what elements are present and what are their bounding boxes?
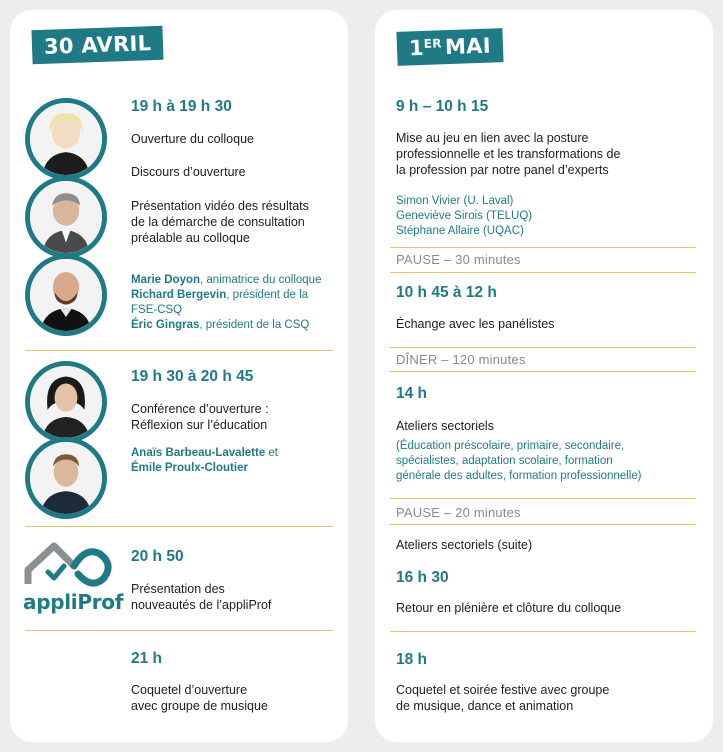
speaker-line bbox=[131, 461, 278, 476]
session-workshops: Ateliers sectoriels bbox=[396, 419, 494, 433]
speaker-role: FSE-CSQ bbox=[131, 304, 183, 316]
day-banner-number: 1 bbox=[408, 35, 425, 61]
session-workshops-continued: Ateliers sectoriels (suite) bbox=[396, 538, 533, 552]
text-line: la profession par notre panel d’experts bbox=[396, 163, 609, 177]
speaker-name: Marie Doyon bbox=[131, 274, 201, 286]
panelist-name: Geneviève Sirois (TELUQ) bbox=[396, 210, 533, 222]
text-line: Coquetel et soirée festive avec groupe bbox=[396, 683, 610, 697]
session-time: 21 h bbox=[131, 650, 163, 667]
session-time: 9 h – 10 h 15 bbox=[396, 98, 489, 115]
session-evening bbox=[396, 682, 609, 714]
day-banner bbox=[31, 26, 164, 65]
pause-label: PAUSE – 20 minutes bbox=[396, 505, 521, 520]
divider bbox=[390, 498, 696, 499]
session-time: 19 h à 19 h 30 bbox=[131, 98, 232, 115]
speaker-name: Richard Bergevin bbox=[131, 289, 227, 301]
text-line: avec groupe de musique bbox=[131, 699, 268, 713]
day-card-april-30 bbox=[10, 10, 348, 742]
session-time: 16 h 30 bbox=[396, 569, 449, 586]
speaker-conjunction: et bbox=[265, 447, 279, 459]
pause-label: PAUSE – 30 minutes bbox=[396, 252, 521, 267]
session-time: 14 h bbox=[396, 385, 428, 402]
session-panel bbox=[396, 130, 620, 178]
divider bbox=[390, 272, 696, 273]
divider bbox=[25, 526, 333, 527]
day-banner bbox=[396, 28, 503, 66]
speaker-line bbox=[131, 303, 321, 318]
session-appliprof bbox=[131, 581, 271, 613]
text-line: Présentation vidéo des résultats bbox=[131, 199, 309, 213]
divider bbox=[390, 371, 696, 372]
divider bbox=[390, 347, 696, 348]
text-line: Mise au jeu en lien avec la posture bbox=[396, 131, 589, 145]
speaker-line bbox=[131, 446, 278, 461]
speaker-role: , président de la CSQ bbox=[199, 319, 310, 331]
speaker-role: , président de la bbox=[226, 289, 309, 301]
session-conference bbox=[131, 401, 269, 433]
speaker-photo-anais-barbeau-lavalette bbox=[25, 361, 107, 443]
speaker-photo-richard-bergevin bbox=[25, 176, 107, 258]
session-item-video bbox=[131, 198, 309, 246]
speaker-photo-eric-gingras bbox=[25, 254, 107, 336]
speaker-name: Émile Proulx-Cloutier bbox=[131, 462, 248, 474]
divider bbox=[25, 630, 333, 631]
speaker-list bbox=[131, 273, 321, 333]
day-banner-label: 30 AVRIL bbox=[43, 31, 152, 59]
session-time: 18 h bbox=[396, 651, 428, 668]
speaker-role: , animatrice du colloque bbox=[200, 274, 322, 286]
speaker-photo-marie-doyon bbox=[25, 98, 107, 180]
day-banner-month: MAI bbox=[444, 33, 492, 60]
text-line: professionnelle et les transformations de bbox=[396, 147, 621, 161]
speaker-name: Anaïs Barbeau-Lavalette bbox=[131, 447, 266, 459]
session-closing: Retour en plénière et clôture du colloque bbox=[396, 601, 622, 615]
lunch-label: DÎNER – 120 minutes bbox=[396, 352, 526, 367]
session-exchange: Échange avec les panélistes bbox=[396, 317, 555, 331]
session-time: 20 h 50 bbox=[131, 548, 184, 565]
speaker-line bbox=[131, 273, 321, 288]
session-item-opening: Ouverture du colloque bbox=[131, 132, 254, 146]
text-line: préalable au colloque bbox=[131, 231, 250, 245]
session-time: 10 h 45 à 12 h bbox=[396, 284, 497, 301]
divider bbox=[390, 247, 696, 248]
divider bbox=[25, 350, 333, 351]
appliprof-logo-text: appliProf bbox=[23, 590, 124, 614]
speaker-photo-emile-proulx-cloutier bbox=[25, 437, 107, 519]
text-line: Coquetel d’ouverture bbox=[131, 683, 248, 697]
text-line: générale des adultes, formation professionnelle) bbox=[396, 470, 642, 482]
panelist-list bbox=[396, 194, 532, 239]
panelist-name: Simon Vivier (U. Laval) bbox=[396, 195, 514, 207]
day-card-may-1 bbox=[375, 10, 713, 742]
divider bbox=[390, 631, 696, 632]
text-line: Réflexion sur l’éducation bbox=[131, 418, 268, 432]
session-time: 19 h 30 à 20 h 45 bbox=[131, 368, 254, 385]
text-line: de musique, dance et animation bbox=[396, 699, 574, 713]
text-line: spécialistes, adaptation scolaire, formation bbox=[396, 455, 613, 467]
speaker-name: Éric Gingras bbox=[131, 319, 200, 331]
text-line: Conférence d’ouverture : bbox=[131, 402, 269, 416]
appliprof-logo-icon bbox=[24, 540, 116, 588]
text-line: nouveautés de l’appliProf bbox=[131, 598, 272, 612]
speaker-line bbox=[131, 318, 321, 333]
session-item-opening-speech: Discours d’ouverture bbox=[131, 165, 246, 179]
panelist-name: Stéphane Allaire (UQAC) bbox=[396, 225, 524, 237]
session-cocktail bbox=[131, 682, 268, 714]
workshop-details bbox=[396, 439, 641, 484]
text-line: Présentation des bbox=[131, 582, 225, 596]
speaker-list bbox=[131, 446, 278, 476]
text-line: (Éducation préscolaire, primaire, secondaire, bbox=[396, 440, 625, 452]
text-line: de la démarche de consultation bbox=[131, 215, 305, 229]
day-banner-ordinal: ER bbox=[423, 36, 443, 51]
speaker-line bbox=[131, 288, 321, 303]
divider bbox=[390, 524, 696, 525]
